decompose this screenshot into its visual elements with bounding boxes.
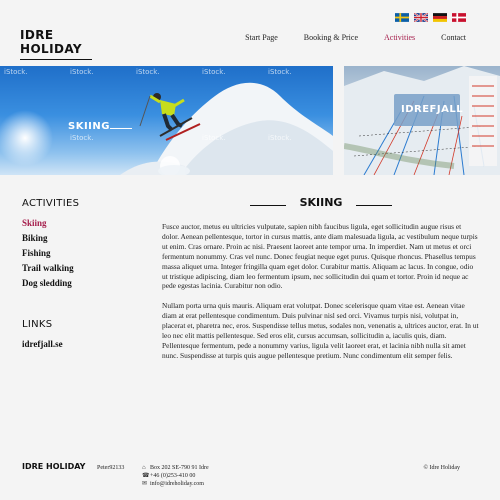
watermark: iStock. — [268, 68, 292, 76]
phone-icon: ☎ — [142, 473, 150, 479]
swedish-flag-icon[interactable] — [395, 13, 409, 22]
site-logo[interactable]: IDRE HOLIDAY — [20, 28, 92, 60]
banner-title-idrefjall: IDREFJALL — [401, 104, 464, 115]
sidebar-item-trail-walking[interactable]: Trail walking — [22, 263, 74, 273]
footer-logo: IDRE HOLIDAY — [22, 462, 86, 471]
footer-copyright: © Idre Holiday — [423, 465, 460, 471]
footer-phone: +46 (0)253-410 00 — [150, 473, 196, 479]
home-icon: ⌂ — [142, 465, 146, 471]
body-paragraph: Fusce auctor, metus eu ultricies vulputate, sapien nibh faucibus ligula, eget sollicitudin augue risus et dolor. Aenean pellentesque, tortor in cursus mattis, ante diam malesuada ligula, ac vestibulum neque turpis ut enim. Cras ornare. Proin ac nisi. Praesent laoreet ante tempor urna. In imperdiet. Nam ut metus et orci fermentum nonummy. Cras vel nunc. Donec feugiat neque eget purus. Quisque rhoncus. Phasellus tempus massa aliquet urna. Integer fringilla quam eget dolor. Curabitur mattis. Aliquam ac lacus. In congue, odio ut tristique adipiscing, diam leo fermentum ipsum, nec sollicitudin dui quam et tortor. Proin id neque ac pede egestas lacinia. Curabitur non odio. — [162, 222, 478, 291]
sidebar-item-skiing[interactable]: Skiing — [22, 218, 47, 228]
links-heading: LINKS — [22, 319, 53, 330]
title-divider-right — [356, 205, 392, 206]
banner-title-skiing: SKIING — [68, 121, 110, 132]
body-paragraph: Nullam porta urna quis mauris. Aliquam erat volutpat. Donec scelerisque quam vitae est. Aenean vitae diam at erat pellentesque condimentum. Duis pulvinar nisl sed orci. Vivamus turpis nisi, volutpat in, placerat et, pharetra nec, eros. Suspendisse tellus metus, sodales non, venenatis a, ultrices auctor, erat. In ut leo nec elit mattis pellentesque. Sed eros elit, cursus accumsan, sollicitudin a, iaculis quis, diam. Pellentesque fermentum, pede a nonummy varius, ligula velit laoreet erat, et lacinia nibh nulla sit amet nunc. Suspendisse at turpis quis augue pellentesque pretium. Nunc condimentum elit semper felis. — [162, 301, 479, 360]
watermark: iStock. — [202, 134, 226, 142]
sidebar-item-biking[interactable]: Biking — [22, 233, 48, 243]
watermark: iStock. — [70, 68, 94, 76]
footer-contact — [142, 464, 209, 488]
watermark: iStock. — [70, 134, 94, 142]
title-row — [162, 196, 480, 216]
language-selector — [395, 13, 466, 22]
activities-heading: ACTIVITIES — [22, 198, 80, 209]
nav-booking-price[interactable]: Booking & Price — [303, 33, 358, 42]
mail-icon: ✉ — [142, 481, 148, 487]
danish-flag-icon[interactable] — [452, 13, 466, 22]
watermark: iStock. — [4, 68, 28, 76]
footer-email[interactable]: info@idreholiday.com — [150, 481, 204, 487]
watermark: iStock. — [202, 68, 226, 76]
watermark: iStock. — [268, 134, 292, 142]
uk-flag-icon[interactable] — [414, 13, 428, 22]
main-content — [162, 196, 480, 361]
nav-contact[interactable]: Contact — [441, 33, 466, 42]
banner-divider — [110, 128, 132, 129]
watermark: iStock. — [136, 68, 160, 76]
idrefjall-map-image[interactable] — [344, 66, 500, 175]
main-nav — [219, 33, 466, 42]
site-footer — [0, 458, 500, 488]
page-title: SKIING — [299, 196, 343, 209]
skiing-banner-image — [0, 66, 333, 175]
footer-username: Peter92133 — [97, 465, 125, 471]
german-flag-icon[interactable] — [433, 13, 447, 22]
site-header — [0, 0, 500, 62]
sidebar-item-dog-sledding[interactable]: Dog sledding — [22, 278, 72, 288]
footer-address: Box 202 SE-790 91 Idre — [150, 465, 209, 471]
sidebar-item-fishing[interactable]: Fishing — [22, 248, 51, 258]
nav-activities[interactable]: Activities — [384, 33, 416, 42]
link-idrefjall[interactable]: idrefjall.se — [22, 339, 63, 349]
skier-illustration — [0, 66, 333, 175]
sidebar — [22, 198, 142, 354]
nav-start-page[interactable]: Start Page — [245, 33, 278, 42]
